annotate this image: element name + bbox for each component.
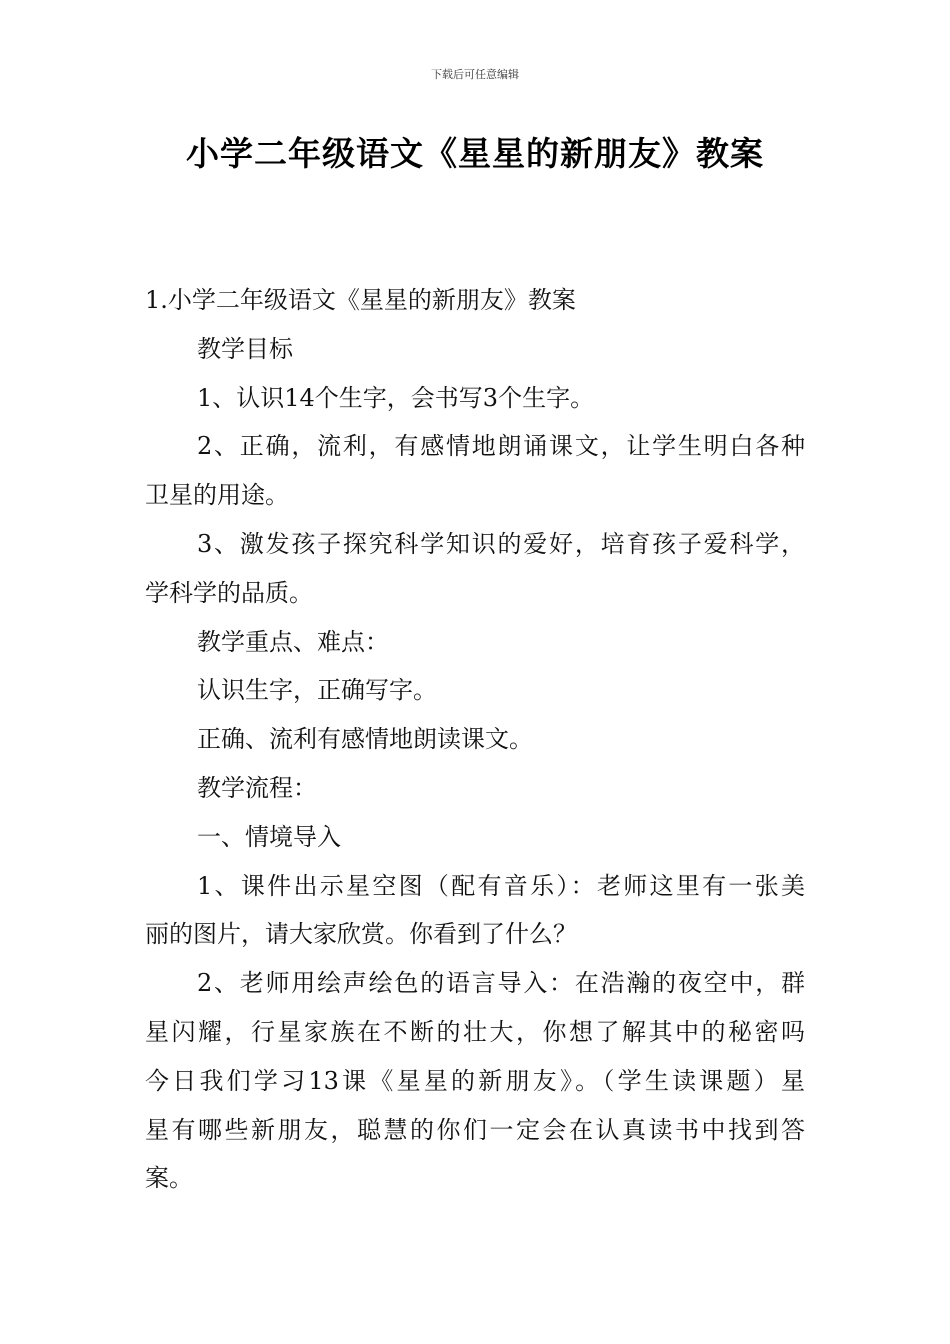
body-line: 丽的图片，请大家欣赏。你看到了什么？ — [145, 920, 577, 949]
body-line: 3、激发孩子探究科学知识的爱好，培育孩子爱科学， — [197, 529, 805, 558]
body-line: 2、老师用绘声绘色的语言导入：在浩瀚的夜空中，群 — [197, 969, 805, 998]
body-line: 2、正确，流利，有感情地朗诵课文，让学生明白各种 — [197, 432, 805, 461]
body-line: 1、课件出示星空图（配有音乐）：老师这里有一张美 — [197, 871, 805, 900]
body-line: 认识生字，正确写字。 — [197, 676, 437, 705]
body-line: 教学目标 — [197, 334, 293, 363]
header-note: 下载后可任意编辑 — [431, 68, 519, 81]
body-line: 卫星的用途。 — [145, 481, 289, 510]
body-line: 教学重点、难点： — [197, 627, 389, 656]
document-title: 小学二年级语文《星星的新朋友》教案 — [186, 134, 764, 173]
body-line: 一、情境导入 — [197, 822, 341, 851]
body-line: 学科学的品质。 — [145, 578, 313, 607]
body-line: 星有哪些新朋友，聪慧的你们一定会在认真读书中找到答 — [145, 1115, 805, 1144]
document-body — [145, 276, 805, 1203]
body-line: 案。 — [145, 1164, 193, 1193]
body-line: 1、认识14个生字，会书写3个生字。 — [197, 383, 595, 412]
body-line: 今日我们学习13课《星星的新朋友》。（学生读课题）星 — [145, 1066, 805, 1095]
body-line: 1.小学二年级语文《星星的新朋友》教案 — [145, 286, 576, 314]
body-line: 星闪耀，行星家族在不断的壮大，你想了解其中的秘密吗 — [145, 1017, 805, 1046]
body-line: 正确、流利有感情地朗读课文。 — [197, 725, 533, 754]
body-line: 教学流程： — [197, 773, 317, 802]
